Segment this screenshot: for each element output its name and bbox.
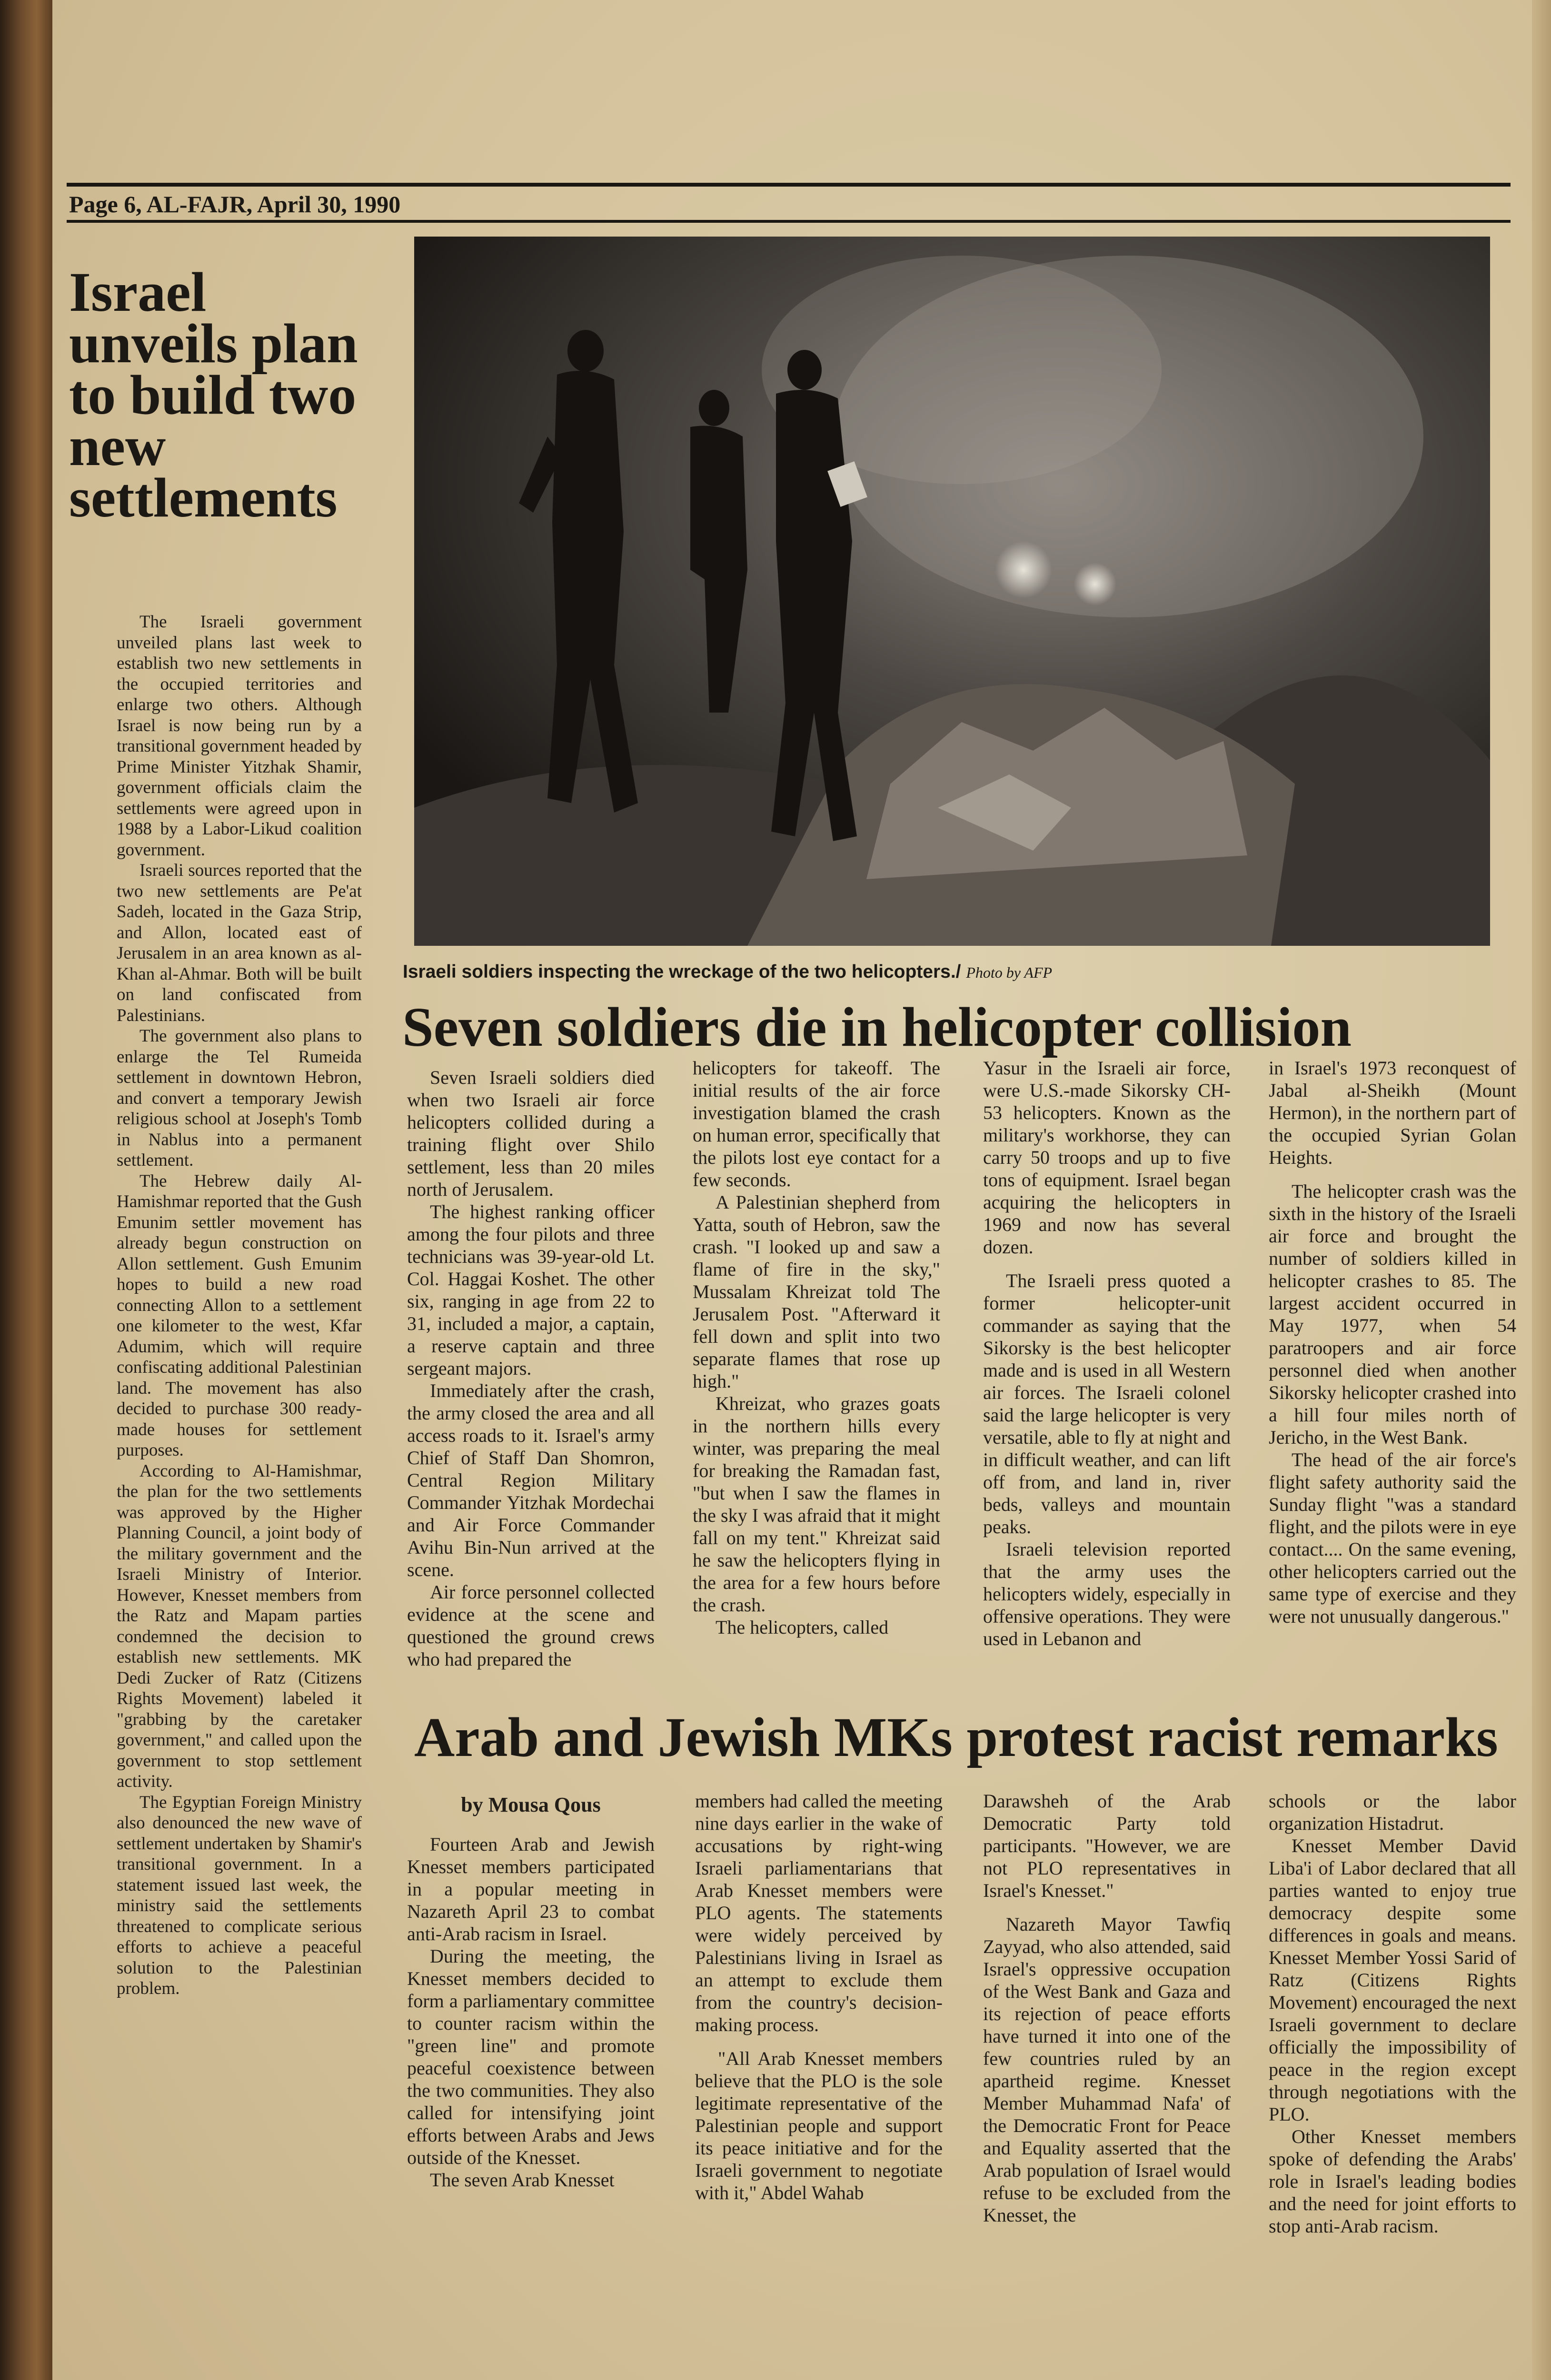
mks-column-4 xyxy=(1269,1790,1516,2237)
helicopter-column-4 xyxy=(1269,1057,1516,1627)
mks-paragraph: Darawsheh of the Arab Democratic Party told participants. "However, we are not PLO representatives in Israel's Knesset." xyxy=(983,1790,1231,1901)
helicopter-column-3 xyxy=(983,1057,1231,1650)
mks-paragraph: members had called the meeting nine days earlier in the wake of accusations by right-wing Israeli parliamentarians that Arab Knesset members were PLO agents. The statements were widely perceived by Palestinians living in Israel as an attempt to exclude them from the country's decision-making process. xyxy=(695,1790,943,2035)
photo-caption xyxy=(403,962,1450,982)
page-folio: Page 6, AL-FAJR, April 30, 1990 xyxy=(69,191,401,218)
mks-paragraph: Knesset Member David Liba'i of Labor declared that all parties wanted to enjoy true democracy despite some differences in goals and means. Knesset Member Yossi Sarid of Ratz (Citizens Rights Movement) encouraged the next Israeli government to declare officially the impossibility of peace in the region except through negotiations with the PLO. xyxy=(1269,1835,1516,2125)
book-binding xyxy=(0,0,52,2380)
mks-column-1 xyxy=(407,1780,655,2191)
helicopter-paragraph: The head of the air force's flight safety authority said the Sunday flight "was a standard flight, and the pilots were in eye contact.... On the same evening, other helicopters carried out the same type of exercise and they were not unusually dangerous." xyxy=(1269,1449,1516,1627)
mks-paragraph: schools or the labor organization Histadrut. xyxy=(1269,1790,1516,1834)
masthead-rule-bottom xyxy=(67,220,1511,223)
mks-headline: Arab and Jewish MKs protest racist remarks xyxy=(414,1706,1498,1768)
mks-byline: by Mousa Qous xyxy=(461,1793,601,1816)
helicopter-paragraph: helicopters for takeoff. The initial results of the air force investigation blamed the crash on human error, specifically that the pilots lost eye contact for a few seconds. xyxy=(693,1057,940,1190)
helicopter-paragraph: Khreizat, who grazes goats in the northern hills every winter, was preparing the meal for breaking the Ramadan fast, "but when I saw the flames in the sky I was afraid that it might fall on my tent." Khreizat said he saw the helicopters flying in the area for a few hours before the crash. xyxy=(693,1393,940,1616)
helicopter-paragraph: Israeli television reported that the army uses the helicopters widely, especially in offensive operations. They were used in Lebanon and xyxy=(983,1538,1231,1649)
helicopter-paragraph: The highest ranking officer among the four pilots and three technicians was 39-year-old Lt. Col. Haggai Koshet. The other six, ranging in age from 22 to 31, included a major, a captain, a reserve captain and three sergeant majors. xyxy=(407,1201,655,1379)
mks-paragraph: The seven Arab Knesset xyxy=(430,2169,615,2191)
helicopter-wreckage-photo xyxy=(414,237,1490,946)
helicopter-paragraph: The helicopters, called xyxy=(716,1616,889,1638)
mks-paragraph: "All Arab Knesset members believe that the PLO is the sole legitimate representative of the Palestinian people and support its peace initiative and for the Israeli government to negotiate with it," Abdel Wahab xyxy=(695,2048,943,2203)
helicopter-paragraph: Air force personnel collected evidence at the scene and questioned the ground crews who had prepared the xyxy=(407,1581,655,1670)
helicopter-paragraph: The helicopter crash was the sixth in the history of the Israeli air force and brought the number of soldiers killed in helicopter crashes to 85. The largest accident occurred in May 1977, when 54 paratroopers and air force personnel died when another Sikorsky helicopter crashed into a hill four miles north of Jericho, in the West Bank. xyxy=(1269,1180,1516,1448)
helicopter-paragraph: The Israeli press quoted a former helicopter-unit commander as saying that the Sikorsky is the best helicopter made and is used in all Western air forces. The Israeli colonel said the large helicopter is very versatile, able to fly at night and in difficult weather, and can lift off from, and land in, river beds, valleys and mountain peaks. xyxy=(983,1270,1231,1537)
mks-paragraph: Fourteen Arab and Jewish Knesset members participated in a popular meeting in Nazareth April 23 to combat anti-Arab racism in Israel. xyxy=(407,1834,655,1944)
mks-column-3 xyxy=(983,1790,1231,2226)
settlements-article xyxy=(117,612,362,1999)
helicopter-column-2 xyxy=(693,1057,940,1638)
photo-illustration xyxy=(414,237,1490,946)
helicopter-paragraph: Seven Israeli soldiers died when two Israeli air force helicopters collided during a training flight over Shilo settlement, less than 20 miles north of Jerusalem. xyxy=(407,1067,655,1200)
settlements-paragraph: The Israeli government unveiled plans last week to establish two new settlements in the occupied territories and enlarge two others. Although Israel is now being run by a transitional government headed by Prime Minister Yitzhak Shamir, government officials claim the settlements were agreed upon in 1988 by a Labor-Likud coalition government. xyxy=(117,612,362,860)
caption-text: Israeli soldiers inspecting the wreckage of the two helicopters./ xyxy=(403,962,961,982)
helicopter-column-1 xyxy=(407,1066,655,1670)
mks-column-2 xyxy=(695,1790,943,2204)
settlements-paragraph: According to Al-Hamishmar, the plan for the two settlements was approved by the Higher Planning Council, a joint body of the military government and the Israeli Ministry of Interior. However, Knesset members from the Ratz and Mapam parties condemned the decision to establish new settlements. MK Dedi Zucker of Ratz (Citizens Rights Movement) labeled it "grabbing by the caretaker government," and called upon the government to stop settlement activity. xyxy=(117,1461,362,1791)
helicopter-paragraph: in Israel's 1973 reconquest of Jabal al-Sheikh (Mount Hermon), in the northern part of the occupied Syrian Golan Heights. xyxy=(1269,1057,1516,1168)
settlements-paragraph: The government also plans to enlarge the Tel Rumeida settlement in downtown Hebron, and convert a temporary Jewish religious school at Joseph's Tomb in Nablus into a permanent settlement. xyxy=(117,1026,362,1170)
helicopter-paragraph: A Palestinian shepherd from Yatta, south of Hebron, saw the crash. "I looked up and saw a flame of fire in the sky," Mussalam Khreizat told The Jerusalem Post. "Afterward it fell down and split into two separate flames that rose up high." xyxy=(693,1191,940,1392)
helicopter-headline: Seven soldiers die in helicopter collision xyxy=(402,996,1352,1058)
settlements-paragraph: Israeli sources reported that the two new settlements are Pe'at Sadeh, located in the Gaza Strip, and Allon, located east of Jerusalem in an area known as al-Khan al-Ahmar. Both will be built on land confiscated from Palestinians. xyxy=(117,861,362,1025)
settlements-paragraph: The Hebrew daily Al-Hamishmar reported that the Gush Emunim settler movement has already begun construction on Allon settlement. Gush Emunim hopes to build a new road connecting Allon to a settlement one kilometer to the west, Kfar Adumim, which will require confiscating additional Palestinian land. The movement has also decided to purchase 300 ready-made houses for settlement purposes. xyxy=(117,1171,362,1460)
photo-credit: Photo by AFP xyxy=(966,964,1053,981)
mks-paragraph: During the meeting, the Knesset members decided to form a parliamentary committee to counter racism within the "green line" and promote peaceful coexistence between the two communities. They also called for intensifying joint efforts between Arabs and Jews outside of the Knesset. xyxy=(407,1945,655,2168)
settlements-headline: Israel unveils plan to build two new settlements xyxy=(69,261,358,529)
helicopter-paragraph: Immediately after the crash, the army closed the area and all access roads to it. Israel's army Chief of Staff Dan Shomron, Central Region Military Commander Yitzhak Mordechai and Air Force Commander Avihu Bin-Nun arrived at the scene. xyxy=(407,1380,655,1580)
page-edge xyxy=(1532,0,1551,2380)
helicopter-paragraph: Yasur in the Israeli air force, were U.S.-made Sikorsky CH-53 helicopters. Known as the military's workhorse, they can carry 50 troops and up to five tons of equipment. Israel began acquiring the helicopters in 1969 and now has several dozen. xyxy=(983,1057,1231,1258)
mks-paragraph: Other Knesset members spoke of defending the Arabs' role in Israel's leading bodies and the need for joint efforts to stop anti-Arab racism. xyxy=(1269,2126,1516,2237)
masthead-rule-top xyxy=(67,183,1511,187)
mks-paragraph: Nazareth Mayor Tawfiq Zayyad, who also attended, said Israel's oppressive occupation of the West Bank and Gaza and its rejection of peace efforts have turned it into one of the few countries ruled by an apartheid regime. Knesset Member Muhammad Nafa' of the Democratic Front for Peace and Equality asserted that the Arab population of Israel would refuse to be excluded from the Knesset, the xyxy=(983,1914,1231,2226)
settlements-paragraph: The Egyptian Foreign Ministry also denounced the new wave of settlement undertaken by Shamir's transitional government. In a statement issued last week, the ministry said the settlements threatened to complicate serious efforts to achieve a peaceful solution to the Palestinian problem. xyxy=(117,1792,362,1998)
